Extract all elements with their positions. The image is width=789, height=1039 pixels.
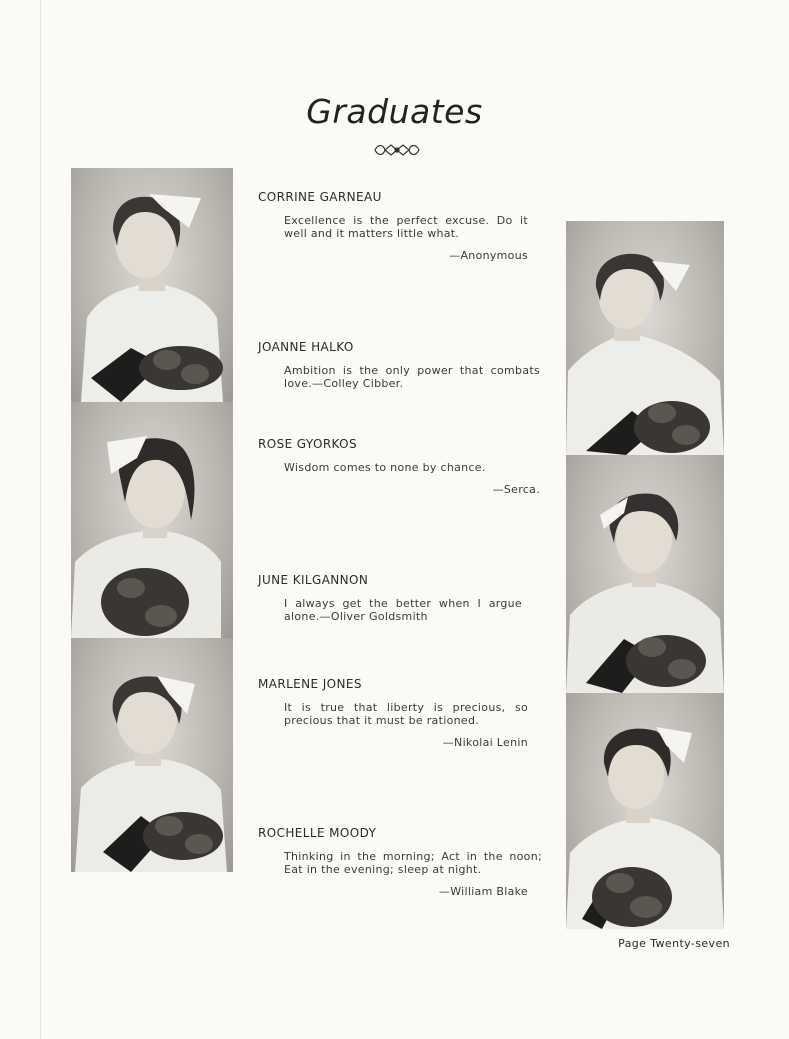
quote-author: —Serca. (492, 483, 540, 496)
graduate-entry (258, 340, 540, 390)
graduate-quote: Thinking in the morning; Act in the noon; Eat in the evening; sleep at night. (284, 850, 542, 876)
graduate-quote: It is true that liberty is precious, so precious that it must be rationed. (284, 701, 528, 727)
page-title: Graduates (306, 92, 483, 131)
graduate-name: ROSE GYORKOS (258, 437, 358, 451)
page-number: Page Twenty-seven (618, 937, 730, 950)
floral-ornament-icon (372, 141, 422, 159)
portrait-photo (566, 693, 724, 929)
graduate-name: ROCHELLE MOODY (258, 826, 377, 840)
graduate-quote: Excellence is the perfect excuse. Do it well and it matters little what. (284, 214, 528, 240)
portrait-photo (71, 638, 233, 872)
graduate-name: MARLENE JONES (258, 677, 362, 691)
portrait-photo (566, 455, 724, 693)
graduate-name: JUNE KILGANNON (258, 573, 369, 587)
quote-author: —William Blake (438, 885, 528, 898)
graduate-entry (258, 826, 542, 898)
page-edge (40, 0, 41, 1039)
graduate-name: JOANNE HALKO (258, 340, 354, 354)
graduate-name: CORRINE GARNEAU (258, 190, 382, 204)
quote-author: —Anonymous (449, 249, 528, 262)
portrait-photo (71, 168, 233, 402)
graduate-entry (258, 190, 528, 262)
portrait-photo (71, 402, 233, 638)
quote-author: —Nikolai Lenin (442, 736, 528, 749)
portrait-photo (566, 221, 724, 455)
graduate-quote: Wisdom comes to none by chance. (284, 461, 486, 474)
graduate-entry (258, 677, 528, 749)
graduate-quote: Ambition is the only power that combats love.—Colley Cibber. (284, 364, 540, 390)
graduate-entry (258, 437, 540, 496)
graduate-entry (258, 573, 522, 623)
graduate-quote: I always get the better when I argue alone.—Oliver Goldsmith (284, 597, 522, 623)
